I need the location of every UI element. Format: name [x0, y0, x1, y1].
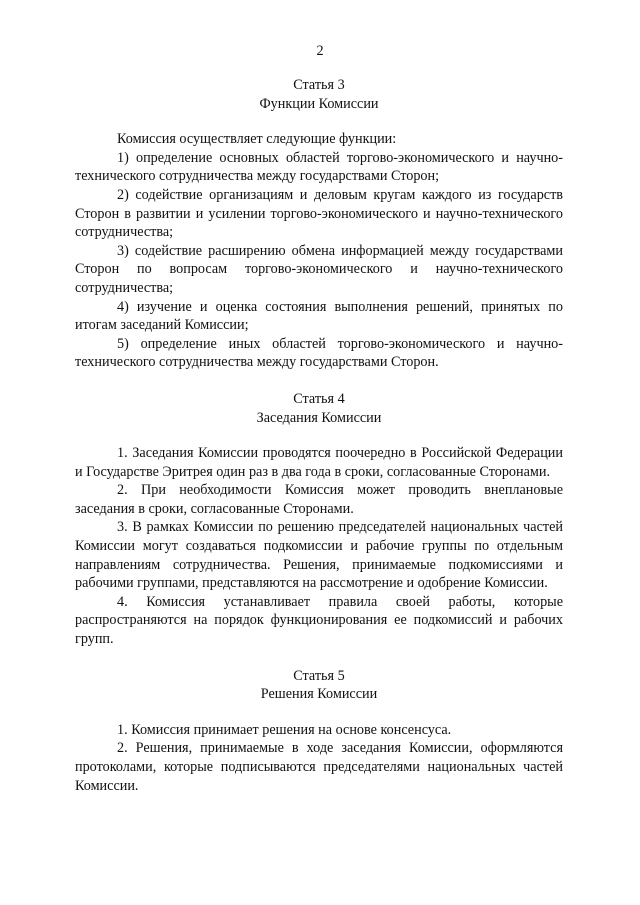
article-title: Статья 4 [293, 390, 345, 407]
article-item: 1. Комиссия принимает решения на основе консенсуса. [117, 721, 452, 738]
article-heading [75, 390, 563, 427]
article-5 [75, 667, 563, 796]
article-item: 4) изучение и оценка состояния выполнения решений, принятых по итогам заседаний Комиссии; [75, 298, 563, 334]
article-body [75, 721, 563, 795]
article-body [75, 444, 563, 649]
page-number: 2 [316, 43, 324, 59]
article-item: 4. Комиссия устанавливает правила своей работы, которые распространяются на порядок функционирования ее подкомиссий и рабочих групп. [75, 593, 563, 648]
article-subtitle: Решения Комиссии [260, 686, 378, 703]
article-3 [75, 76, 563, 372]
article-item: 3) содействие расширению обмена информацией между государствами Сторон по вопросам торгово-экономического и научно-технического сотрудничества; [75, 242, 563, 296]
article-item: 1. Заседания Комиссии проводятся поочередно в Российской Федерации и Государстве Эритрея один раз в два года в сроки, согласованные Сторонами. [75, 445, 563, 480]
article-item: 2. Решения, принимаемые в ходе заседания Комиссии, оформляются протоколами, которые подписываются председателями национальных частей Комиссии. [75, 740, 563, 794]
article-title: Статья 5 [293, 667, 345, 684]
article-body [75, 130, 563, 372]
article-item: 3. В рамках Комиссии по решению председателей национальных частей Комиссии могут создаваться подкомиссии и рабочие группы по отдельным направлениям сотрудничества. Решения, принимаемые подкомиссиями и рабочими группами, представляются на рассмотрение и одобрение Комиссии. [75, 519, 563, 592]
article-item: 2) содействие организациям и деловым кругам каждого из государств Сторон в развитии и усилении торгово-экономического и научно-технического сотрудничества; [75, 186, 563, 241]
document-content [75, 76, 563, 813]
article-item: 2. При необходимости Комиссия может проводить внеплановые заседания в сроки, согласованные Сторонами. [75, 482, 563, 517]
article-intro: Комиссия осуществляет следующие функции: [117, 131, 397, 148]
article-heading [75, 76, 563, 113]
article-4 [75, 390, 563, 649]
article-heading [75, 667, 563, 704]
article-item: 1) определение основных областей торгово-экономического и научно-технического сотрудничества между государствами Сторон; [75, 149, 563, 185]
article-item: 5) определение иных областей торгово-экономического и научно-технического сотрудничества между государствами Сторон. [75, 335, 563, 371]
article-subtitle: Функции Комиссии [259, 95, 379, 112]
article-subtitle: Заседания Комиссии [256, 409, 382, 426]
article-title: Статья 3 [293, 77, 345, 93]
